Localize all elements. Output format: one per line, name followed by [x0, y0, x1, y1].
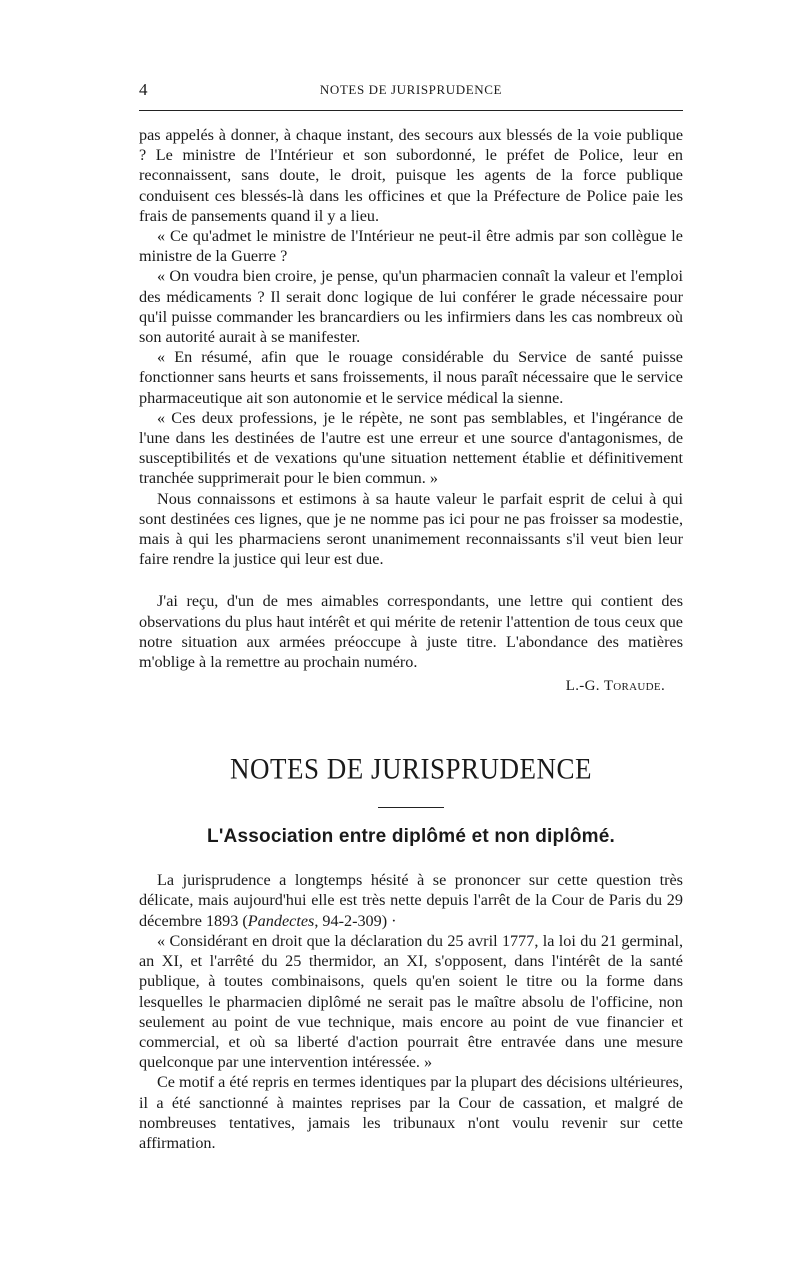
running-title: NOTES DE JURISPRUDENCE	[319, 82, 503, 97]
article-end	[139, 125, 683, 696]
running-head	[139, 76, 683, 102]
paragraph: « Ce qu'admet le ministre de l'Intérieur ne peut-il être admis par son collègue le ministre de la Guerre ?	[139, 227, 683, 266]
signature	[139, 676, 683, 696]
paragraph: « Considérant en droit que la déclaration du 25 avril 1777, la loi du 21 germinal, an XI, et l'arrêté du 25 thermidor, an XI, s'opposent, dans l'intérêt de la santé publique, à toutes combinaisons, quels qu'en soient le titre ou la forme dans lesquelles le pharmacien diplômé ne serait pas le maître absolu de l'officine, non seulement au point de vue technique, mais encore au point de vue financier et commercial, et où sa liberté d'action pourrait être entravée dans une mesure quelconque par une intervention intéressée. »	[139, 931, 683, 1072]
section-body	[139, 870, 683, 1153]
paragraph: « Ces deux professions, je le répète, ne sont pas semblables, et l'ingérance de l'une dans les destinées de l'autre est une erreur et une source d'antagonismes, de susceptibilités et de vexations qu'une situation nettement établie et définitivement tranchée supprimerait pour le bien commun. »	[139, 408, 683, 488]
page-number: 4	[139, 80, 148, 99]
paragraph: « En résumé, afin que le rouage considérable du Service de santé puisse fonctionner sans heurts et sans froissements, il nous paraît nécessaire que le service pharmaceutique ait son autonomie et le service médical la sienne.	[139, 348, 683, 407]
paragraph-gap	[139, 569, 683, 591]
closing-paragraph: J'ai reçu, d'un de mes aimables correspondants, une lettre qui contient des observations du plus haut intérêt et qui mérite de retenir l'attention de tous ceux que notre situation aux armées préoccupe à juste titre. L'abondance des matières m'oblige à la remettre au prochain numéro.	[139, 592, 683, 672]
paragraph: « On voudra bien croire, je pense, qu'un pharmacien connaît la valeur et l'emploi des médicaments ? Il serait donc logique de lui conférer le grade nécessaire pour qu'il puisse commander les brancardiers ou les infirmiers dans les cas nombreux où son autorité aurait à se manifester.	[139, 267, 683, 347]
paragraph: Ce motif a été repris en termes identiques par la plupart des décisions ultérieures, il a été sanctionné à maintes reprises par la Cour de cassation, et malgré de nombreuses tentatives, jamais les tribunaux n'ont voulu revenir sur cette affirmation.	[139, 1073, 683, 1152]
header-rule	[139, 110, 683, 111]
signature-name: Toraude.	[603, 678, 665, 695]
paragraph: La jurisprudence a longtemps hésité à se prononcer sur cette question très délicate, mais aujourd'hui elle est très nette depuis l'arrêt de la Cour de Paris du 29 décembre 1893 (Pandectes, 94-2-309) ·	[139, 871, 683, 930]
paragraph: pas appelés à donner, à chaque instant, des secours aux blessés de la voie publique ? Le ministre de l'Intérieur et son subordonné, le préfet de Police, leur en reconnaissent, sans doute, le droit, puisque les agents de la force publique conduisent ces blessés-là dans les officines et que la Préfecture de Police paie les frais de pansements quand il y a lieu.	[139, 126, 683, 225]
title-rule	[378, 807, 444, 808]
section-title: NOTES DE JURISPRUDENCE	[229, 753, 593, 786]
paragraph: Nous connaissons et estimons à sa haute valeur le parfait esprit de celui à qui sont destinées ces lignes, que je ne nomme pas ici pour ne pas froisser sa modestie, mais à qui les pharmaciens seront unanimement reconnaissants s'il veut bien leur faire rendre la justice qui leur est due.	[139, 489, 683, 569]
section-subtitle: L'Association entre diplômé et non diplômé.	[207, 826, 615, 848]
citation-title: Pandectes	[247, 911, 315, 930]
document-page	[139, 76, 683, 1153]
signature-initials: L.-G.	[565, 678, 604, 695]
